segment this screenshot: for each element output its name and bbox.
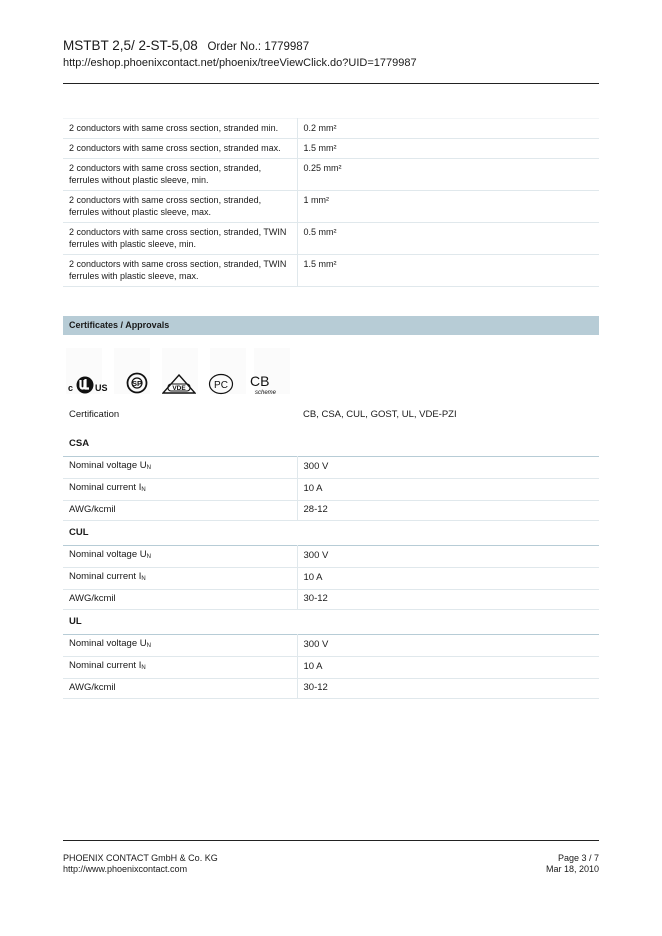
table-row <box>63 119 599 139</box>
gost-logo-icon <box>208 373 234 395</box>
label-text: Nominal voltage U <box>69 460 147 471</box>
spec-value: 1.5 mm² <box>297 255 599 287</box>
table-row <box>63 546 599 568</box>
table-row <box>63 679 599 699</box>
label-text: Nominal voltage U <box>69 638 147 649</box>
row-value: 28-12 <box>297 501 599 521</box>
row-label <box>63 590 297 610</box>
table-row <box>63 457 599 479</box>
gost-text: PC <box>214 380 228 391</box>
row-label <box>63 479 297 501</box>
row-value: 300 V <box>297 635 599 657</box>
certification-label: Certification <box>69 409 120 420</box>
section-title-certificates: Certificates / Approvals <box>63 316 599 335</box>
row-label <box>63 546 297 568</box>
table-row <box>63 590 599 610</box>
row-value: 10 A <box>297 479 599 501</box>
table-row <box>63 139 599 159</box>
product-name: MSTBT 2,5/ 2-ST-5,08 <box>63 38 198 53</box>
group-title-csa: CSA <box>69 438 90 449</box>
company-name: PHOENIX CONTACT GmbH & Co. KG <box>63 853 218 863</box>
company-website[interactable]: http://www.phoenixcontact.com <box>63 864 188 874</box>
spec-value: 0.2 mm² <box>297 119 599 139</box>
row-value: 300 V <box>297 546 599 568</box>
cb-text: CB <box>250 373 270 389</box>
table-row <box>63 501 599 521</box>
spec-table <box>63 118 599 287</box>
table-row <box>63 479 599 501</box>
cul-table <box>63 545 599 610</box>
product-url[interactable]: http://eshop.phoenixcontact.net/phoenix/treeViewClick.do?UID=1779987 <box>63 57 417 69</box>
label-subscript: N <box>141 576 146 582</box>
cul-c-text: c <box>68 383 74 393</box>
label-text: Nominal voltage U <box>69 549 147 560</box>
csa-table <box>63 456 599 521</box>
footer-divider <box>63 840 599 841</box>
spec-value: 0.25 mm² <box>297 159 599 191</box>
spec-label: 2 conductors with same cross section, stranded, TWIN ferrules with plastic sleeve, max. <box>63 255 297 287</box>
label-subscript: N <box>146 554 151 560</box>
spec-label: 2 conductors with same cross section, stranded, ferrules without plastic sleeve, min. <box>63 159 297 191</box>
label-text: AWG/kcmil <box>69 593 116 604</box>
order-number: Order No.: 1779987 <box>207 41 310 53</box>
page-header <box>63 38 599 70</box>
spec-label: 2 conductors with same cross section, stranded max. <box>63 139 297 159</box>
label-subscript: N <box>146 465 151 471</box>
label-text: Nominal current I <box>69 571 142 582</box>
row-label <box>63 635 297 657</box>
cb-scheme-logo-icon <box>248 372 278 396</box>
label-text: Nominal current I <box>69 660 142 671</box>
table-row <box>63 568 599 590</box>
label-subscript: N <box>141 665 146 671</box>
label-subscript: N <box>146 643 151 649</box>
footer-right <box>546 853 599 875</box>
spec-label: 2 conductors with same cross section, stranded, ferrules without plastic sleeve, max. <box>63 191 297 223</box>
label-text: Nominal current I <box>69 482 142 493</box>
vde-text: VDE <box>172 385 186 392</box>
label-text: AWG/kcmil <box>69 682 116 693</box>
group-title-cul: CUL <box>69 527 89 538</box>
table-row <box>63 255 599 287</box>
row-value: 30-12 <box>297 679 599 699</box>
ul-table <box>63 634 599 699</box>
footer-left <box>63 853 218 875</box>
cul-logo-icon <box>68 374 116 394</box>
table-row <box>63 635 599 657</box>
page-number: Page 3 / 7 <box>557 853 599 863</box>
table-row <box>63 223 599 255</box>
spec-label: 2 conductors with same cross section, stranded min. <box>63 119 297 139</box>
row-label <box>63 501 297 521</box>
row-value: 10 A <box>297 657 599 679</box>
row-value: 300 V <box>297 457 599 479</box>
row-value: 30-12 <box>297 590 599 610</box>
row-label <box>63 457 297 479</box>
group-title-ul: UL <box>69 616 82 627</box>
spec-label: 2 conductors with same cross section, stranded, TWIN ferrules with plastic sleeve, min. <box>63 223 297 255</box>
table-row <box>63 159 599 191</box>
spec-value: 1 mm² <box>297 191 599 223</box>
row-label <box>63 679 297 699</box>
cb-scheme-text: scheme <box>255 390 277 396</box>
row-label <box>63 657 297 679</box>
vde-logo-icon <box>162 374 196 394</box>
row-label <box>63 568 297 590</box>
table-row <box>63 657 599 679</box>
cul-us-text: US <box>95 383 108 393</box>
table-row <box>63 191 599 223</box>
header-title <box>63 38 599 55</box>
row-value: 10 A <box>297 568 599 590</box>
document-date: Mar 18, 2010 <box>545 864 599 874</box>
spec-value: 0.5 mm² <box>297 223 599 255</box>
spec-value: 1.5 mm² <box>297 139 599 159</box>
csa-text: SP <box>131 379 143 388</box>
label-subscript: N <box>141 487 146 493</box>
certification-value: CB, CSA, CUL, GOST, UL, VDE-PZI <box>303 409 457 420</box>
header-divider <box>63 83 599 84</box>
label-text: AWG/kcmil <box>69 504 116 515</box>
csa-logo-icon <box>126 372 148 394</box>
